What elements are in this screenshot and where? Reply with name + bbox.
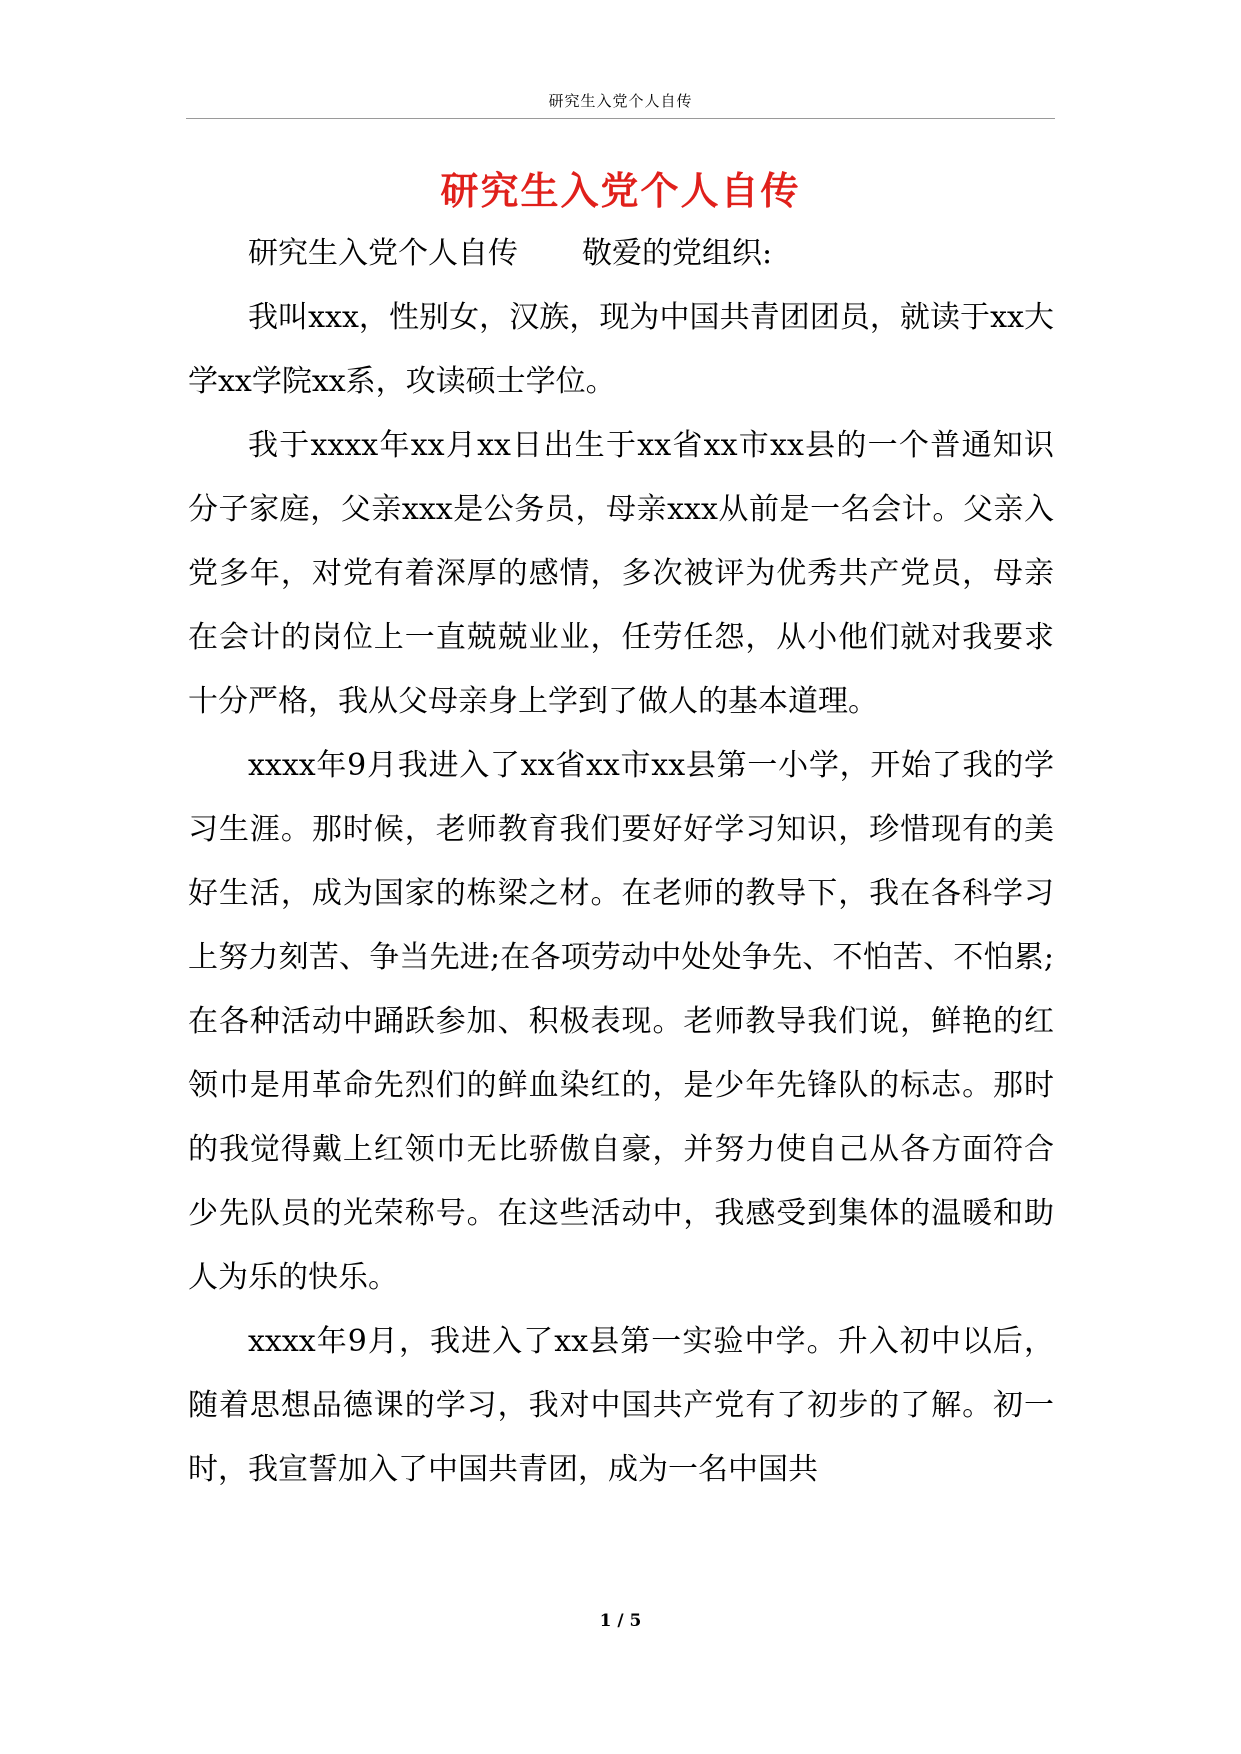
header-divider [186, 118, 1055, 119]
paragraph-4: xxxx年9月，我进入了xx县第一实验中学。升入初中以后，随着思想品德课的学习，我对中国共产党有了初步的了解。初一时，我宣誓加入了中国共青团，成为一名中国共 [188, 1324, 1054, 1487]
intro-line [188, 222, 1054, 286]
intro-subtitle: 研究生入党个人自传 [248, 236, 518, 271]
running-header: 研究生入党个人自传 [548, 92, 693, 110]
salutation: 敬爱的党组织: [582, 236, 773, 271]
document-body [188, 222, 1054, 1502]
page-number: 1 / 5 [599, 1611, 642, 1631]
paragraph-3: xxxx年9月我进入了xx省xx市xx县第一小学，开始了我的学习生涯。那时候，老师教育我们要好好学习知识，珍惜现有的美好生活，成为国家的栋梁之材。在老师的教导下，我在各科学习上努力刻苦、争当先进;在各项劳动中处处争先、不怕苦、不怕累;在各种活动中踊跃参加、积极表现。老师教导我们说，鲜艳的红领巾是用革命先烈们的鲜血染红的，是少年先锋队的标志。那时的我觉得戴上红领巾无比骄傲自豪，并努力使自己从各方面符合少先队员的光荣称号。在这些活动中，我感受到集体的温暖和助人为乐的快乐。 [188, 748, 1054, 1295]
document-title: 研究生入党个人自传 [440, 168, 801, 213]
paragraph-1: 我叫xxx，性别女，汉族，现为中国共青团团员，就读于xx大学xx学院xx系，攻读硕士学位。 [188, 300, 1054, 399]
paragraph-2: 我于xxxx年xx月xx日出生于xx省xx市xx县的一个普通知识分子家庭，父亲xxx是公务员，母亲xxx从前是一名会计。父亲入党多年，对党有着深厚的感情，多次被评为优秀共产党员，母亲在会计的岗位上一直兢兢业业，任劳任怨，从小他们就对我要求十分严格，我从父母亲身上学到了做人的基本道理。 [188, 428, 1054, 719]
